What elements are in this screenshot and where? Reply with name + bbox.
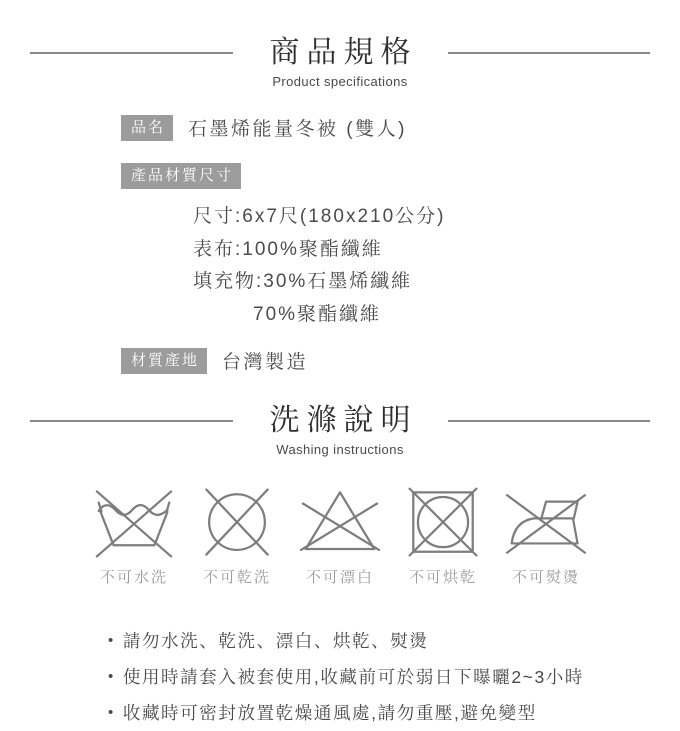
- care-notes-list: [108, 623, 680, 731]
- care-icon-label: 不可烘乾: [408, 569, 477, 586]
- care-icon-label: 不可熨燙: [511, 569, 580, 586]
- product-name-badge: 品名: [121, 115, 173, 141]
- care-note-text: 收藏時可密封放置乾燥通風處,請勿重壓,避免變型: [122, 703, 537, 723]
- care-icon-label: 不可乾洗: [202, 569, 271, 586]
- care-note-text: 請勿水洗、乾洗、漂白、烘乾、熨燙: [122, 631, 429, 651]
- spec-lines: [193, 201, 680, 331]
- care-note: [108, 695, 680, 731]
- washing-title-stack: [263, 402, 418, 460]
- care-icon-item: [401, 484, 485, 587]
- care-note-text: 使用時請套入被套使用,收藏前可於弱日下曝曬2~3小時: [122, 667, 585, 687]
- care-icon-item: [504, 484, 588, 587]
- washing-rule-right: [448, 420, 651, 422]
- header-rule-left: [30, 52, 233, 54]
- do-not-dry-clean-icon: [195, 484, 279, 562]
- washing-rule-left: [30, 420, 233, 422]
- specs-title: 商品規格: [269, 36, 418, 69]
- spec-line-filling-2: 70%聚酯纖維: [253, 303, 382, 325]
- material-size-badge: 產品材質尺寸: [121, 163, 241, 189]
- origin-row: [121, 347, 680, 374]
- washing-title: 洗滌說明: [269, 404, 418, 437]
- do-not-wash-icon: [92, 484, 176, 562]
- care-icon-item: [195, 484, 279, 587]
- origin-badge: 材質產地: [121, 348, 207, 374]
- bullet-icon: •: [108, 668, 115, 685]
- spec-line-filling: 填充物:30%石墨烯纖維: [193, 271, 413, 292]
- washing-subtitle: Washing instructions: [276, 442, 404, 457]
- do-not-tumble-dry-icon: [401, 484, 485, 562]
- care-icons-row: [0, 484, 680, 587]
- material-size-row: [121, 163, 680, 189]
- care-icon-label: 不可水洗: [99, 569, 168, 586]
- product-name-value: 石墨烯能量冬被 (雙人): [188, 119, 407, 140]
- specs-subtitle: Product specifications: [272, 74, 408, 89]
- care-icon-item: [298, 484, 382, 587]
- do-not-bleach-icon: [298, 484, 382, 562]
- header-rule-right: [448, 52, 651, 54]
- care-icon-item: [92, 484, 176, 587]
- specs-title-stack: [263, 34, 418, 92]
- washing-header: [0, 402, 680, 460]
- care-icon-label: 不可漂白: [305, 569, 374, 586]
- spec-line-size: 尺寸:6x7尺(180x210公分): [193, 206, 446, 227]
- origin-value: 台灣製造: [222, 352, 309, 373]
- care-note: [108, 659, 680, 695]
- product-name-row: [121, 114, 680, 141]
- do-not-iron-icon: [504, 484, 588, 562]
- spec-line-fabric: 表布:100%聚酯纖維: [193, 238, 383, 260]
- bullet-icon: •: [108, 632, 115, 649]
- bullet-icon: •: [108, 704, 115, 721]
- specs-header: [0, 34, 680, 92]
- care-note: [108, 623, 680, 659]
